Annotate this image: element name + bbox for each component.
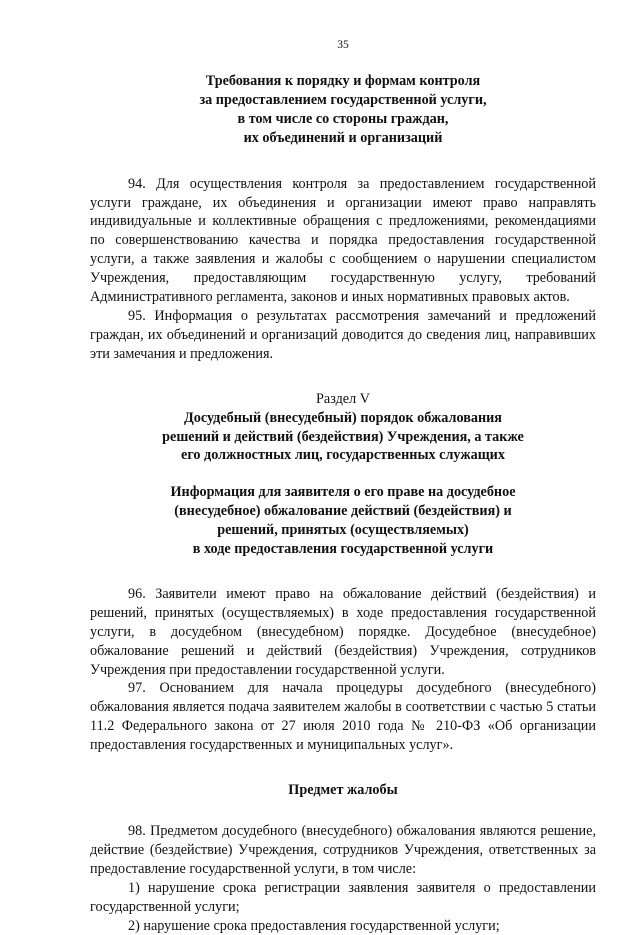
title-line: его должностных лиц, государственных служащих — [181, 447, 505, 464]
list-item: 2) нарушение срока предоставления государственной услуги; — [128, 917, 500, 934]
title-line: в том числе со стороны граждан, — [237, 110, 449, 127]
paragraph-94: 94. Для осуществления контроля за предоставлением государственной услуги гражданe, их объединения и организации имеют право направлять индивидуальные и коллективные обращения с предложениями, рекомендациями по совершенствованию качества и порядка предоставления государственной услуги, а также заявления и жалобы с сообщением о нарушении специалистом Учреждения, предоставляющим государственную услугу, требований Административного регламента, законов и иных нормативных правовых актов. — [90, 175, 596, 306]
control-section-title — [90, 72, 596, 148]
paragraph-98: 98. Предметом досудебного (внесудебного) обжалования являются решение, действие (бездействие) Учреждения, сотрудников Учреждения, ответственных за предоставление государственной услуги, в том числе: — [90, 823, 596, 877]
paragraph-97: 97. Основанием для начала процедуры досудебного (внесудебного) обжалования является подача заявителем жалобы в соответствии с частью 5 статьи 11.2 Федерального закона от 27 июля 2010 года № 210-ФЗ «Об организации предоставления государственных и муниципальных услуг». — [90, 680, 596, 754]
title-line: их объединений и организаций — [243, 129, 443, 146]
title-line: за предоставлением государственной услуги, — [199, 91, 487, 108]
paragraph-95: 95. Информация о результатах рассмотрения замечаний и предложений граждан, их объединений и организаций доводится до сведения лиц, направивших эти замечания и предложения. — [90, 307, 596, 362]
title-line: Требования к порядку и формам контроля — [205, 73, 481, 89]
list-item: 1) нарушение срока регистрации заявления заявителя о предоставлении государственной услуги; — [90, 879, 596, 915]
paragraph-96: 96. Заявители имеют право на обжалование действий (бездействия) и решений, принятых (осуществляемых) в ходе предоставления государственной услуги, в досудебном (внесудебном) порядке. Досудебное (внесудебное) обжалование решений и действий (бездействия) Учреждения, сотрудников Учреждения при предоставлении государственной услуги. — [90, 585, 596, 678]
info-block-title — [90, 483, 596, 559]
page-number: 35 — [337, 39, 349, 51]
title-line: (внесудебное) обжалование действий (бездействия) и — [174, 503, 512, 520]
section-v-label: Раздел V — [316, 390, 370, 407]
subject-title: Предмет жалобы — [288, 782, 398, 799]
title-line: решений, принятых (осуществляемых) — [217, 522, 469, 539]
title-line: в ходе предоставления государственной услуги — [192, 541, 494, 558]
title-line: решений и действий (бездействия) Учреждения, а также — [162, 428, 524, 445]
title-line: Информация для заявителя о его праве на досудебное — [170, 484, 516, 501]
title-line: Досудебный (внесудебный) порядок обжалования — [184, 409, 502, 426]
section-v-title — [90, 409, 596, 466]
